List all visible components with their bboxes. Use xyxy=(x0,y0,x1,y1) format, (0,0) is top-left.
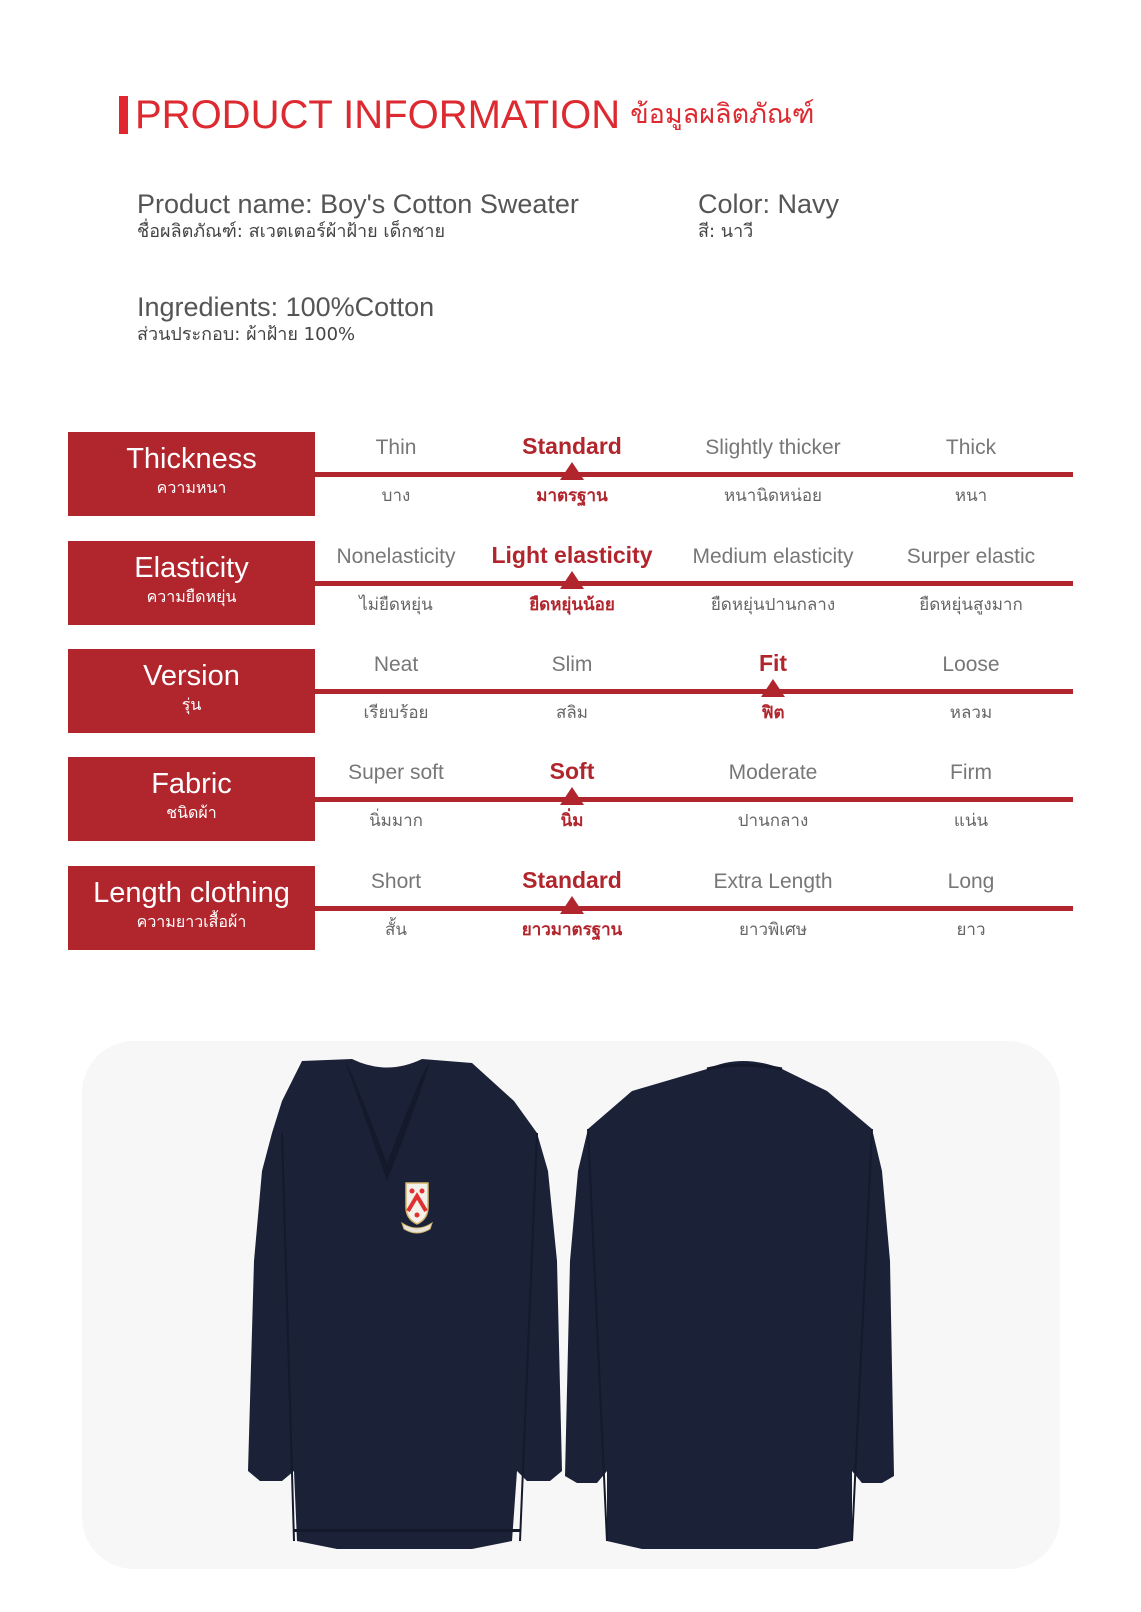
option-label-en: Moderate xyxy=(728,761,818,784)
option-label-en: Super soft xyxy=(348,761,444,784)
rating-option xyxy=(871,432,1071,516)
rating-label-th: ความยืดหยุ่น xyxy=(146,587,237,606)
selected-marker-triangle-icon xyxy=(560,462,584,480)
rating-label-en: Version xyxy=(143,660,240,692)
ingredients-info xyxy=(137,291,434,347)
option-label-th: ไม่ยืดหยุ่น xyxy=(359,595,433,615)
option-label-en: Thin xyxy=(375,436,417,459)
sweater-back-image xyxy=(565,1061,894,1549)
rating-option-selected xyxy=(472,432,672,516)
option-label-en: Long xyxy=(947,870,995,893)
rating-row-elasticity xyxy=(68,541,1078,625)
selected-marker-triangle-icon xyxy=(560,787,584,805)
sweater-front-image xyxy=(248,1059,562,1549)
product-photo xyxy=(82,1041,1060,1569)
option-label-th: นิ่ม xyxy=(560,811,584,831)
rating-option xyxy=(472,649,672,733)
rating-label-box xyxy=(68,432,315,516)
rating-option xyxy=(871,866,1071,950)
option-label-en: Surper elastic xyxy=(906,545,1036,568)
option-label-th: ยืดหยุ่นสูงมาก xyxy=(919,595,1023,615)
rating-label-en: Fabric xyxy=(151,768,232,800)
option-label-th: ยืดหยุ่นน้อย xyxy=(529,595,615,615)
option-label-th: บาง xyxy=(381,486,411,506)
option-label-en: Loose xyxy=(942,653,1000,676)
option-label-en: Soft xyxy=(549,758,595,784)
rating-option xyxy=(296,866,496,950)
rating-option-selected xyxy=(472,757,672,841)
color-th: สี: นาวี xyxy=(698,221,754,242)
selected-marker-triangle-icon xyxy=(761,679,785,697)
ingredients-th: ส่วนประกอบ: ผ้าฝ้าย 100% xyxy=(137,324,356,345)
rating-label-th: ความยาวเสื้อผ้า xyxy=(136,912,247,931)
option-label-th: ฟิต xyxy=(761,703,785,723)
option-label-en: Slightly thicker xyxy=(705,436,841,459)
title-english: PRODUCT INFORMATION xyxy=(135,93,621,137)
color-info xyxy=(698,188,839,244)
rating-label-th: ชนิดผ้า xyxy=(166,803,217,822)
rating-option xyxy=(871,757,1071,841)
rating-option xyxy=(296,649,496,733)
product-name-en: Product name: Boy's Cotton Sweater xyxy=(137,189,579,219)
option-label-th: สั้น xyxy=(385,920,407,940)
option-label-en: Standard xyxy=(522,867,622,893)
option-label-en: Nonelasticity xyxy=(336,545,456,568)
rating-label-box xyxy=(68,866,315,950)
rating-option xyxy=(296,757,496,841)
rating-option xyxy=(296,432,496,516)
option-label-th: มาตรฐาน xyxy=(536,486,608,506)
ingredients-en: Ingredients: 100%Cotton xyxy=(137,292,435,322)
option-label-en: Medium elasticity xyxy=(692,545,854,568)
rating-option xyxy=(673,432,873,516)
rating-label-en: Length clothing xyxy=(93,877,290,909)
rating-label-en: Thickness xyxy=(126,443,257,475)
title-accent-bar xyxy=(119,96,128,134)
option-label-en: Extra Length xyxy=(713,870,833,893)
rating-option-selected xyxy=(472,866,672,950)
rating-label-th: ความหนา xyxy=(156,478,227,497)
rating-option xyxy=(871,649,1071,733)
option-label-en: Neat xyxy=(373,653,419,676)
rating-label-en: Elasticity xyxy=(134,552,249,584)
option-label-th: สลิม xyxy=(556,703,588,723)
product-name-info xyxy=(137,188,579,244)
option-label-th: ยืดหยุ่นปานกลาง xyxy=(710,595,836,615)
option-label-th: หนานิดหน่อย xyxy=(723,486,823,506)
option-label-th: ยาวพิเศษ xyxy=(738,920,808,940)
option-label-en: Thick xyxy=(945,436,997,459)
rating-option xyxy=(296,541,496,625)
rating-label-box xyxy=(68,649,315,733)
rating-label-box xyxy=(68,757,315,841)
option-label-th: หลวม xyxy=(949,703,993,723)
product-name-th: ชื่อผลิตภัณฑ์: สเวตเตอร์ผ้าฝ้าย เด็กชาย xyxy=(137,221,446,242)
rating-row-version xyxy=(68,649,1078,733)
rating-option xyxy=(673,866,873,950)
option-label-th: ยาว xyxy=(956,920,986,940)
rating-option-selected xyxy=(673,649,873,733)
option-label-th: แน่น xyxy=(953,811,989,831)
option-label-en: Fit xyxy=(758,650,788,676)
page-title xyxy=(119,92,814,138)
option-label-en: Firm xyxy=(950,761,992,784)
option-label-en: Slim xyxy=(551,653,593,676)
option-label-en: Short xyxy=(370,870,422,893)
option-label-th: ปานกลาง xyxy=(737,811,809,831)
option-label-th: ยาวมาตรฐาน xyxy=(521,920,623,940)
rating-option-selected xyxy=(472,541,672,625)
color-en: Color: Navy xyxy=(698,189,840,219)
selected-marker-triangle-icon xyxy=(560,571,584,589)
selected-marker-triangle-icon xyxy=(560,896,584,914)
option-label-en: Standard xyxy=(522,433,622,459)
rating-row-thickness xyxy=(68,432,1078,516)
option-label-th: นิ่มมาก xyxy=(369,811,423,831)
rating-option xyxy=(673,757,873,841)
rating-option xyxy=(673,541,873,625)
rating-label-th: รุ่น xyxy=(181,695,202,714)
option-label-th: เรียบร้อย xyxy=(363,703,429,723)
rating-option xyxy=(871,541,1071,625)
option-label-en: Light elasticity xyxy=(491,542,653,568)
sweater-images xyxy=(82,1041,1060,1569)
rating-row-length-clothing xyxy=(68,866,1078,950)
rating-row-fabric xyxy=(68,757,1078,841)
title-thai: ข้อมูลผลิตภัณฑ์ xyxy=(630,99,815,130)
rating-label-box xyxy=(68,541,315,625)
option-label-th: หนา xyxy=(954,486,988,506)
